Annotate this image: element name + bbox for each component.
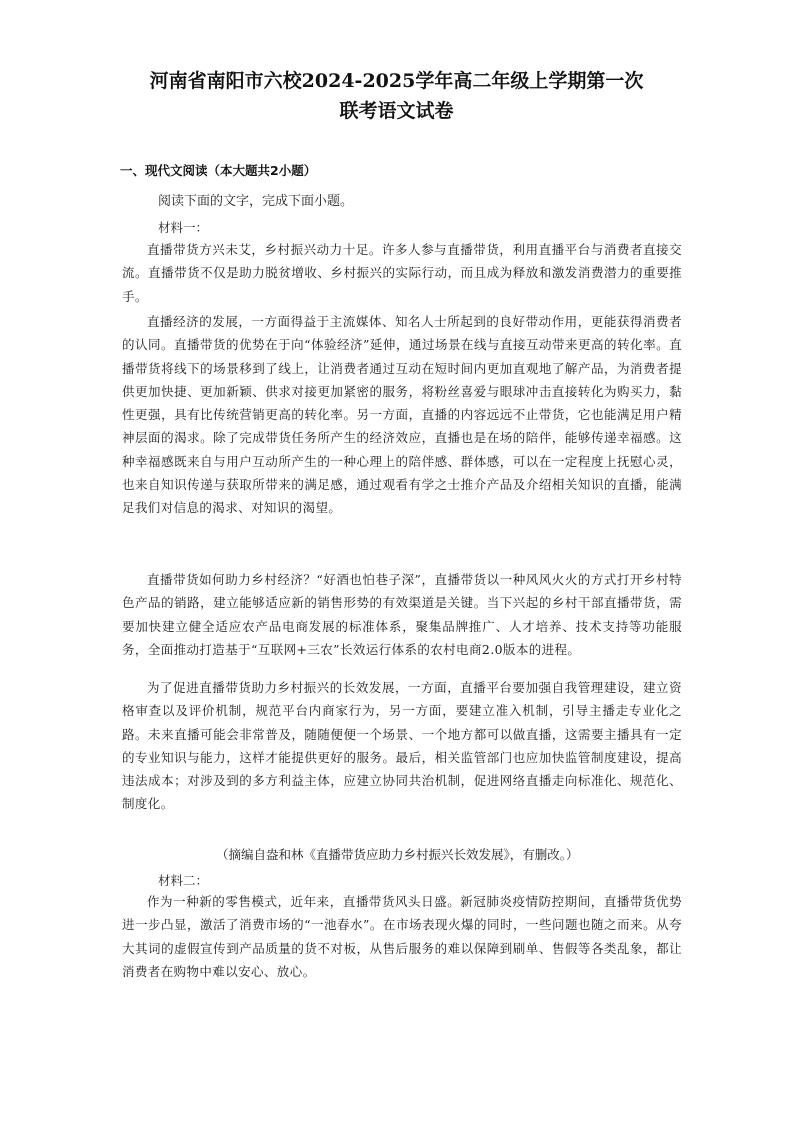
title-line-2: 联考语文试卷	[339, 100, 454, 122]
material-1-source: （摘编自盎和林《直播带货应助力乡村振兴长效发展》，有删改。）	[216, 847, 579, 862]
material-1-paragraph: 为了促进直播带货助力乡村振兴的长效发展，一方面，直播平台要加强自我管理建设，建立资格审查以及评价机制，规范平台内商家行为，另一方面，要建立准入机制，引导主播走专业化之路。未来直播可能会非常普及，随随便便一个场景、一个地方都可以做直播，这需要主播具有一定的专业知识与能力，这样才能提供更好的服务。最后，相关监管部门也应加快监管制度建设，提高违法成本；对涉及到的多方利益主体，应建立协同共治机制，促进网络直播走向标准化、规范化、制度化。	[122, 680, 682, 812]
material-2-paragraph: 作为一种新的零售模式，近年来，直播带货风头日盛。新冠肺炎疫情防控期间，直播带货优势进一步凸显，激活了消费市场的“一池春水”。在市场表现火爆的同时，一些问题也随之而来。从夸大其词的虚假宣传到产品质量的货不对板，从售后服务的难以保障到刷单、售假等各类乱象，都让消费者在购物中难以安心、放心。	[122, 894, 682, 979]
material-1-paragraph: 直播经济的发展，一方面得益于主流媒体、知名人士所起到的良好带动作用，更能获得消费者的认同。直播带货的优势在于向“体验经济”延伸，通过场景在线与直接互动带来更高的转化率。直播带货将线下的场景移到了线上，让消费者通过互动在短时间内更加直观地了解产品，为消费者提供更加快捷、更加新颖、供求对接更加紧密的服务，将粉丝喜爱与眼球冲击直接转化为购买力，黏性更强，具有比传统营销更高的转化率。另一方面，直播的内容远远不止带货，它也能满足用户精神层面的渴求。除了完成带货任务所产生的经济效应，直播也是在场的陪伴，能够传递幸福感。这种幸福感既来自与用户互动所产生的一种心理上的陪伴感、群体感，可以在一定程度上抚慰心灵，也来自知识传递与获取所带来的满足感，通过观看有学之士推介产品及介绍相关知识的直播，能满足我们对信息的渴求、对知识的渴望。	[122, 314, 682, 516]
document-title	[60, 66, 733, 126]
section-heading: 一、现代文阅读（本大题共2小题）	[120, 163, 317, 178]
material-1-label: 材料一：	[158, 220, 209, 235]
instruction-text: 阅读下面的文字，完成下面小题。	[158, 194, 354, 209]
material-1-paragraph: 直播带货方兴未艾，乡村振兴动力十足。许多人参与直播带货，利用直播平台与消费者直接交流。直播带货不仅是助力脱贫增收、乡村振兴的实际行动，而且成为释放和激发消费潜力的重要推手。	[122, 242, 682, 304]
material-2-label: 材料二：	[158, 873, 209, 888]
title-line-1: 河南省南阳市六校2024-2025学年高二年级上学期第一次	[149, 70, 644, 92]
material-1-paragraph: 直播带货如何助力乡村经济？“好酒也怕巷子深”，直播带货以一种风风火火的方式打开乡村特色产品的销路，建立能够适应新的销售形势的有效渠道是关键。当下兴起的乡村干部直播带货，需要加快建立健全适应农产品电商发展的标准体系，聚集品牌推广、人才培养、技术支持等功能服务，全面推动打造基于“互联网+三农”长效运行体系的农村电商2.0版本的进程。	[122, 572, 682, 657]
